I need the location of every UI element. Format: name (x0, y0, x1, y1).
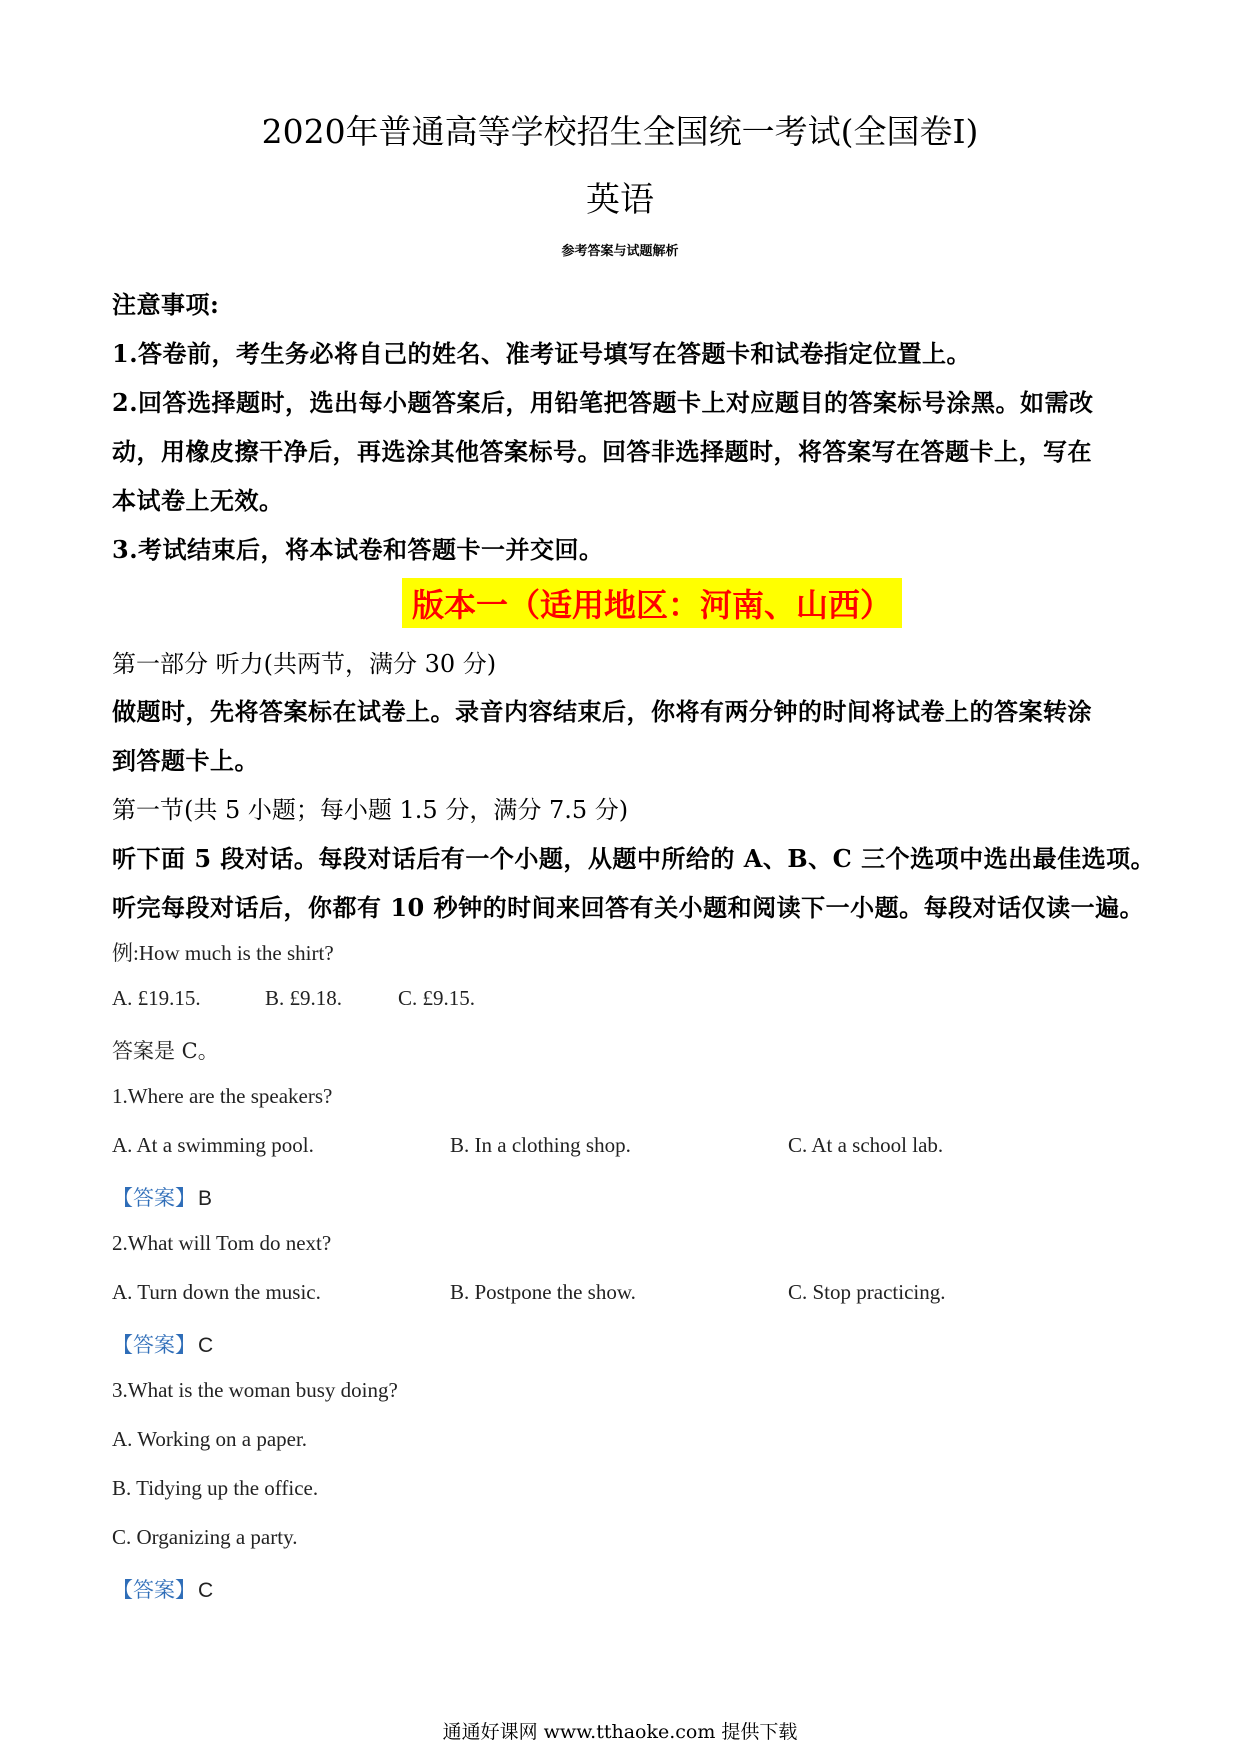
question-3-answer (112, 1574, 213, 1604)
question-3-option-a: A. Working on a paper. (112, 1427, 308, 1451)
part1-instruction-a: 做题时，先将答案标在试卷上。录音内容结束后，你将有两分钟的时间将试卷上的答案转涂 (112, 697, 1092, 726)
notice-line-2a: 2.回答选择题时，选出每小题答案后，用铅笔把答题卡上对应题目的答案标号涂黑。如需改 (112, 388, 1094, 417)
answer-analysis-subheading: 参考答案与试题解析 (561, 244, 679, 259)
question-3-stem: 3.What is the woman busy doing? (112, 1378, 398, 1402)
answer-value: C (198, 1579, 214, 1602)
question-1-answer (112, 1182, 212, 1212)
question-1-option-a: A. At a swimming pool. (112, 1133, 314, 1157)
answer-value: C (198, 1334, 214, 1357)
section1-instruction-b: 听完每段对话后，你都有 10 秒钟的时间来回答有关小题和阅读下一小题。每段对话仅读一遍。 (112, 893, 1145, 922)
notice-heading: 注意事项: (112, 290, 220, 319)
exam-title: 2020年普通高等学校招生全国统一考试(全国卷Ⅰ) (261, 112, 979, 151)
answer-label: 【答案】 (112, 1334, 196, 1357)
version-banner: 版本一（适用地区：河南、山西） (402, 578, 902, 628)
question-2-option-c: C. Stop practicing. (788, 1280, 946, 1304)
part1-heading: 第一部分 听力(共两节，满分 30 分) (112, 650, 497, 678)
section1-heading: 第一节(共 5 小题；每小题 1.5 分，满分 7.5 分) (112, 796, 629, 824)
example-option-b: B. £9.18. (265, 986, 343, 1010)
example-option-c: C. £9.15. (398, 986, 476, 1010)
section1-instruction-a: 听下面 5 段对话。每段对话后有一个小题，从题中所给的 A、B、C 三个选项中选出最佳选项。 (112, 844, 1156, 873)
notice-line-1: 1.答卷前，考生务必将自己的姓名、准考证号填写在答题卡和试卷指定位置上。 (112, 339, 972, 368)
question-2-option-a: A. Turn down the music. (112, 1280, 321, 1304)
example-option-a: A. £19.15. (112, 986, 201, 1010)
question-2-answer (112, 1329, 213, 1359)
question-2-stem: 2.What will Tom do next? (112, 1231, 332, 1255)
example-question: 例:How much is the shirt? (112, 941, 334, 965)
question-1-option-b: B. In a clothing shop. (450, 1133, 631, 1157)
example-answer: 答案是 C。 (112, 1039, 219, 1063)
answer-label: 【答案】 (112, 1579, 196, 1602)
question-3-option-c: C. Organizing a party. (112, 1525, 298, 1549)
answer-label: 【答案】 (112, 1187, 196, 1210)
answer-value: B (198, 1187, 213, 1210)
question-1-stem: 1.Where are the speakers? (112, 1084, 333, 1108)
part1-instruction-b: 到答题卡上。 (112, 746, 259, 775)
notice-line-2c: 本试卷上无效。 (112, 486, 284, 515)
notice-line-2b: 动，用橡皮擦干净后，再选涂其他答案标号。回答非选择题时，将答案写在答题卡上，写在 (112, 437, 1092, 466)
footer-watermark: 通通好课网 www.tthaoke.com 提供下载 (442, 1721, 798, 1743)
question-3-option-b: B. Tidying up the office. (112, 1476, 319, 1500)
question-2-option-b: B. Postpone the show. (450, 1280, 636, 1304)
notice-line-3: 3.考试结束后，将本试卷和答题卡一并交回。 (112, 535, 604, 564)
subject-title: 英语 (586, 180, 654, 220)
question-1-option-c: C. At a school lab. (788, 1133, 944, 1157)
